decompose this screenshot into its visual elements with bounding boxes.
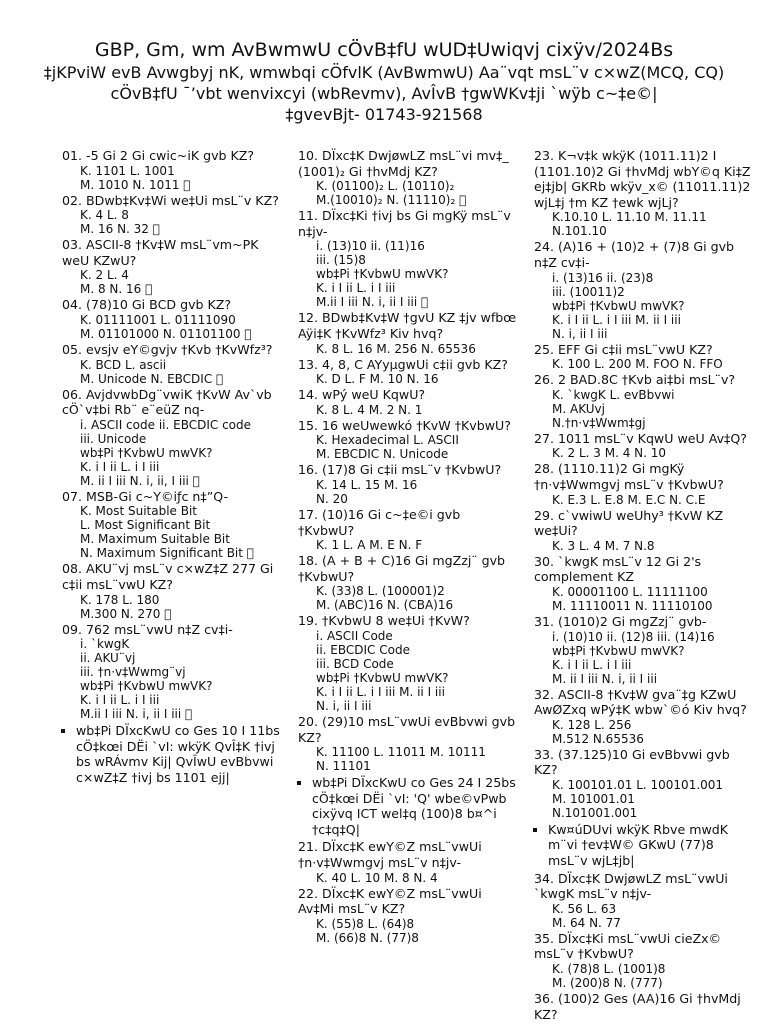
answer-option: K. 4 L. 8 bbox=[80, 208, 129, 223]
column-1 bbox=[62, 148, 282, 788]
question bbox=[298, 310, 520, 355]
answer-option: i. ASCII Code bbox=[316, 628, 393, 643]
answer-option: M. AKUvj bbox=[552, 401, 605, 416]
question-text: 27. 1011 msL¨v KqwU weU Av‡Q? bbox=[534, 430, 747, 446]
question-text: 16. (17)8 Gi c‡ii msL¨v †KvbwU? bbox=[298, 462, 502, 478]
header-lecturer: ‡jKPviW evB Avwgbyj nK, wmwbqi cÖfvlK (AvBwmwU) Aa¨vqt msL¨v c×wZ(MCQ, CQ) bbox=[43, 63, 725, 82]
header-location: cÖvB‡fU ¯’vbt wenvixcyi (wbRevmv), AvÎvB †gwWKv‡ji `wÿb c~‡e©| bbox=[110, 84, 658, 103]
question bbox=[298, 886, 520, 945]
answer-option: K. 40 L. 10 M. 8 N. 4 bbox=[316, 870, 438, 885]
answer-option: M. Unicode N. EBCDIC ⃞ bbox=[80, 371, 224, 386]
answer-option: ii. EBCDIC Code bbox=[316, 642, 410, 657]
answer-option: M. 101001.01 bbox=[552, 791, 635, 806]
answer-option: N. Maximum Significant Bit ⃞ bbox=[80, 546, 254, 561]
answer-option: K. 8 L. 16 M. 256 N. 65536 bbox=[316, 341, 476, 356]
answer-option: i. ASCII code ii. EBCDIC code bbox=[80, 417, 252, 432]
answer-option: K. D L. F M. 10 N. 16 bbox=[316, 372, 439, 387]
answer-option: N.101.10 bbox=[552, 224, 607, 239]
answer-option: K. i I ii L. i I iii bbox=[552, 657, 632, 672]
header-phone: ‡gvevBjt- 01743-921568 bbox=[285, 105, 483, 124]
answer-option: K. Hexadecimal L. ASCII bbox=[316, 433, 459, 448]
question bbox=[534, 372, 756, 430]
answer-option: M. (200)8 N. (777) bbox=[552, 976, 663, 991]
answer-option: K. `kwgK L. evBbvwi bbox=[552, 387, 675, 402]
answer-option: K. i I ii L. i I iii bbox=[316, 281, 396, 296]
question bbox=[534, 687, 756, 746]
answer-option: K. 1101 L. 1001 bbox=[80, 163, 175, 178]
question bbox=[62, 237, 282, 296]
answer-option: N.†n·v‡Wwm‡gj bbox=[552, 415, 646, 430]
answer-option: ii. AKU¨vj bbox=[80, 651, 136, 666]
question-text: 03. ASCII-8 †Kv‡W msL¨vm~PK weU KZwU? bbox=[62, 237, 259, 268]
scenario-note: ▪ wb‡Pi DÏxcKwU co Ges 10 I 11bs cÖ‡kœi DËi `vI: wkÿK QvÎ‡K †ivj bs wRÁvmv Kij| QvÎwU evBbvwi c×wZ‡Z †ivj bs 1101 ejj| bbox=[76, 723, 282, 785]
answer-option: N. i, ii I iii bbox=[552, 326, 608, 341]
question bbox=[298, 714, 520, 773]
question bbox=[534, 148, 756, 238]
question bbox=[298, 148, 520, 207]
answer-option: K. (33)8 L. (100001)2 bbox=[316, 584, 445, 599]
question-text: 15. 16 weUwewkó †KvW †KvbwU? bbox=[298, 417, 511, 433]
answer-option: K. 100101.01 L. 100101.001 bbox=[552, 777, 724, 792]
answer-option: iii. (10011)2 bbox=[552, 284, 625, 299]
question-text: 12. BDwb‡Kv‡W †gvU KZ ‡jv wfbœ Aÿi‡K †KvWfz³ Kiv hvq? bbox=[298, 310, 517, 341]
question-text: 34. DÏxc‡K DwjøwLZ msL¨vwUi `kwgK msL¨v n‡jv- bbox=[534, 870, 728, 902]
question bbox=[534, 239, 756, 340]
column-2 bbox=[298, 148, 520, 946]
scenario-note: ▪ Kw¤úDUvi wkÿK Rbve mwdK m¨vi †ev‡W© GKwU (77)8 msL¨v wjL‡jb| bbox=[548, 822, 756, 869]
question-text: 06. AvjdvwbDg¨vwiK †KvW Av`vb cÖ`v‡bi Rb¨ e¨eüZ nq- bbox=[62, 386, 272, 418]
answer-option: N.101001.001 bbox=[552, 805, 638, 820]
answer-option: M.ii I iii N. i, ii I iii ⃞ bbox=[80, 707, 193, 722]
answer-option: K. 56 L. 63 bbox=[552, 901, 617, 916]
answer-option: M. (66)8 N. (77)8 bbox=[316, 930, 419, 945]
question-text: 19. †KvbwU 8 we‡Ui †KvW? bbox=[298, 613, 470, 629]
answer-option: wb‡Pi †KvbwU mwVK? bbox=[552, 643, 685, 658]
answer-option: N. i, ii I iii bbox=[316, 698, 372, 713]
answer-option: wb‡Pi †KvbwU mwVK? bbox=[316, 670, 449, 685]
question bbox=[62, 561, 282, 620]
question bbox=[62, 193, 282, 237]
question-text: 32. ASCII-8 †Kv‡W gva¨‡g KZwU AwØZxq wPý‡K wbw`©ó Kiv hvq? bbox=[534, 686, 747, 718]
answer-option: K. 3 L. 4 M. 7 N.8 bbox=[552, 538, 655, 553]
answer-option: K. i I ii L. i I iii M. ii I iii bbox=[316, 684, 445, 699]
answer-option: N. 20 bbox=[316, 491, 348, 506]
answer-option: K. 00001100 L. 11111100 bbox=[552, 584, 708, 599]
answer-option: K. 8 L. 4 M. 2 N. 1 bbox=[316, 402, 423, 417]
question-text: 30. `kwgK msL¨v 12 Gi 2's complement KZ bbox=[534, 553, 702, 585]
answer-option: M.(10010)₂ N. (11110)₂ ⃞ bbox=[316, 193, 467, 208]
answer-option: M. 1010 N. 1011 ⃞ bbox=[80, 177, 191, 192]
answer-option: M. (ABC)16 N. (CBA)16 bbox=[316, 598, 454, 613]
question bbox=[298, 553, 520, 612]
question-text: 31. (1010)2 Gi mgZzj¨ gvb- bbox=[534, 613, 707, 629]
question-text: 25. EFF Gi c‡ii msL¨vwU KZ? bbox=[534, 341, 713, 357]
answer-option: wb‡Pi †KvbwU mwVK? bbox=[552, 298, 685, 313]
answer-option: K. i I ii L. i I iii M. ii I iii bbox=[552, 312, 681, 327]
answer-option: K. i I ii L. i I iii bbox=[80, 459, 160, 474]
answer-option: M. 01101000 N. 01101100 ⃞ bbox=[80, 326, 252, 341]
answer-option: iii. (15)8 bbox=[316, 253, 366, 268]
answer-option: K.10.10 L. 11.10 M. 11.11 bbox=[552, 210, 707, 225]
question bbox=[62, 297, 282, 341]
question-text: 11. DÏxc‡Ki †ivj bs Gi mgKÿ msL¨v n‡jv- bbox=[298, 208, 511, 239]
question bbox=[534, 508, 756, 553]
answer-option: K. (78)8 L. (1001)8 bbox=[552, 962, 666, 977]
question bbox=[298, 839, 520, 884]
scenario-list bbox=[62, 723, 282, 785]
question bbox=[534, 554, 756, 613]
answer-option: M. EBCDIC N. Unicode bbox=[316, 447, 449, 462]
answer-option: i. `kwgK bbox=[80, 637, 130, 652]
answer-option: iii. Unicode bbox=[80, 431, 147, 446]
question-text: 22. DÏxc‡K ewY©Z msL¨vwUi Av‡Mi msL¨v KZ? bbox=[298, 885, 482, 917]
question bbox=[534, 431, 756, 461]
question-text: 14. wPý weU KqwU? bbox=[298, 387, 426, 403]
answer-option: M. ii I iii N. i, ii I iii bbox=[552, 671, 658, 686]
question-text: 02. BDwb‡Kv‡Wi we‡Ui msL¨v KZ? bbox=[62, 192, 279, 208]
question bbox=[62, 148, 282, 192]
question bbox=[298, 613, 520, 713]
question-text: 33. (37.125)10 Gi evBbvwi gvb KZ? bbox=[534, 746, 730, 778]
answer-option: K. 178 L. 180 bbox=[80, 592, 160, 607]
question bbox=[298, 418, 520, 462]
question bbox=[298, 387, 520, 417]
answer-option: K. (55)8 L. (64)8 bbox=[316, 916, 415, 931]
question bbox=[534, 342, 756, 372]
answer-option: iii. †n·v‡Wwmg¨vj bbox=[80, 665, 186, 680]
answer-option: K. 11100 L. 11011 M. 10111 bbox=[316, 745, 486, 760]
question bbox=[298, 507, 520, 552]
answer-option: i. (13)16 ii. (23)8 bbox=[552, 270, 654, 285]
answer-option: M. Maximum Suitable Bit bbox=[80, 532, 230, 547]
question-text: 01. -5 Gi 2 Gi cwic~iK gvb KZ? bbox=[62, 148, 255, 163]
question bbox=[298, 208, 520, 309]
question-text: 26. 2 BAD.8C †Kvb ai‡bi msL¨v? bbox=[534, 372, 736, 388]
question bbox=[534, 991, 756, 1022]
answer-option: K. 2 L. 3 M. 4 N. 10 bbox=[552, 446, 667, 461]
question-text: 17. (10)16 Gi c~‡e©i gvb †KvbwU? bbox=[298, 506, 461, 538]
question bbox=[534, 931, 756, 990]
question-text: 20. (29)10 msL¨vwUi evBbvwi gvb KZ? bbox=[298, 713, 516, 745]
question bbox=[534, 461, 756, 506]
question-text: 18. (A + B + C)16 Gi mgZzj¨ gvb †KvbwU? bbox=[298, 553, 506, 584]
question bbox=[534, 614, 756, 686]
question-text: 35. DÏxc‡Ki msL¨vwUi cieZx© msL¨v †KvbwU? bbox=[534, 930, 722, 962]
answer-option: M. 8 N. 16 ⃞ bbox=[80, 282, 153, 297]
answer-option: K. 01111001 L. 01111090 bbox=[80, 312, 236, 327]
answer-option: wb‡Pi †KvbwU mwVK? bbox=[80, 445, 213, 460]
answer-option: M.300 N. 270 ⃞ bbox=[80, 606, 172, 621]
answer-option: i. (13)10 ii. (11)16 bbox=[316, 239, 425, 254]
question-text: 13. 4, 8, C AYyµgwUi c‡ii gvb KZ? bbox=[298, 356, 508, 372]
question bbox=[298, 357, 520, 387]
answer-option: L. Most Significant Bit bbox=[80, 518, 211, 533]
answer-option: wb‡Pi †KvbwU mwVK? bbox=[80, 679, 213, 694]
question-text: 10. DÏxc‡K DwjøwLZ msL¨vi mv‡_ (1001)₂ Gi †hvMdj KZ? bbox=[298, 148, 509, 179]
scenario-note: ▪ wb‡Pi DÏxcKwU co Ges 24 I 25bs cÖ‡kœi DËi `vI: 'Q' wbe©vPwb cixÿvq ICT wel‡q (100)8 b¤^i †c‡q‡Q| bbox=[312, 775, 520, 837]
answer-option: i. (10)10 ii. (12)8 iii. (14)16 bbox=[552, 629, 715, 644]
question bbox=[298, 462, 520, 506]
answer-option: M.ii I iii N. i, ii I iii ⃞ bbox=[316, 295, 429, 310]
answer-option: K. 1 L. A M. E N. F bbox=[316, 538, 423, 553]
question bbox=[62, 387, 282, 488]
question bbox=[62, 342, 282, 386]
answer-option: K. Most Suitable Bit bbox=[80, 504, 197, 519]
answer-option: wb‡Pi †KvbwU mwVK? bbox=[316, 267, 449, 282]
question-text: 07. MSB-Gi c~Y©iƒc n‡”Q- bbox=[62, 488, 229, 504]
answer-option: M. 11110011 N. 11110100 bbox=[552, 598, 713, 613]
answer-option: M. 16 N. 32 ⃞ bbox=[80, 222, 160, 237]
answer-option: M.512 N.65536 bbox=[552, 731, 644, 746]
answer-option: K. 14 L. 15 M. 16 bbox=[316, 477, 418, 492]
document-header bbox=[0, 38, 768, 125]
question-text: 05. evsjv eY©gvjv †Kvb †KvWfz³? bbox=[62, 341, 273, 357]
answer-option: K. 2 L. 4 bbox=[80, 268, 129, 283]
question-text: 09. 762 msL¨vwU n‡Z cv‡i- bbox=[62, 621, 233, 637]
question-text: 23. K¬v‡k wkÿK (1011.11)2 I (1101.10)2 Gi †hvMdj wbY©q Ki‡Z ej‡jb| GKRb wkÿv_x© (11011.11)2 wjL‡j †m KZ †ewk wjLj? bbox=[534, 148, 751, 210]
question bbox=[534, 747, 756, 820]
header-title: GBP, Gm, wm AvBwmwU cÖvB‡fU wUD‡Uwiqvj cixÿv/2024Bs bbox=[94, 39, 674, 61]
scenario-list bbox=[534, 822, 756, 869]
question-text: 21. DÏxc‡K ewY©Z msL¨vwUi †n·v‡Wwmgvj msL¨v n‡jv- bbox=[298, 839, 482, 871]
answer-option: K. 100 L. 200 M. FOO N. FFO bbox=[552, 357, 723, 372]
answer-option: K. E.3 L. E.8 M. E.C N. C.E bbox=[552, 492, 706, 507]
question-text: 08. AKU¨vj msL¨v c×wZ‡Z 277 Gi c‡ii msL¨vwU KZ? bbox=[62, 561, 274, 592]
answer-option: K. (01100)₂ L. (10110)₂ bbox=[316, 179, 455, 194]
column-3 bbox=[534, 148, 756, 1023]
question-text: 04. (78)10 Gi BCD gvb KZ? bbox=[62, 297, 232, 313]
question-text: 29. c`vwiwU weUhy³ †KvW KZ we‡Ui? bbox=[534, 507, 724, 539]
answer-option: M. 64 N. 77 bbox=[552, 915, 621, 930]
question-text: 36. (100)2 Ges (AA)16 Gi †hvMdj KZ? bbox=[534, 991, 741, 1022]
question-text: 24. (A)16 + (10)2 + (7)8 Gi gvb n‡Z cv‡i- bbox=[534, 239, 735, 270]
question-text: 28. (1110.11)2 Gi mgKÿ †n·v‡Wwmgvj msL¨v †KvbwU? bbox=[534, 461, 724, 492]
answer-option: iii. BCD Code bbox=[316, 656, 394, 671]
question bbox=[62, 489, 282, 561]
answer-option: K. i I ii L. i I iii bbox=[80, 693, 160, 708]
question bbox=[534, 871, 756, 930]
answer-option: N. 11101 bbox=[316, 759, 371, 774]
answer-option: M. ii I iii N. i, ii, I iii ⃞ bbox=[80, 473, 200, 488]
answer-option: K. BCD L. ascii bbox=[80, 357, 167, 372]
question bbox=[62, 622, 282, 722]
scenario-list bbox=[298, 775, 520, 837]
answer-option: K. 128 L. 256 bbox=[552, 717, 632, 732]
